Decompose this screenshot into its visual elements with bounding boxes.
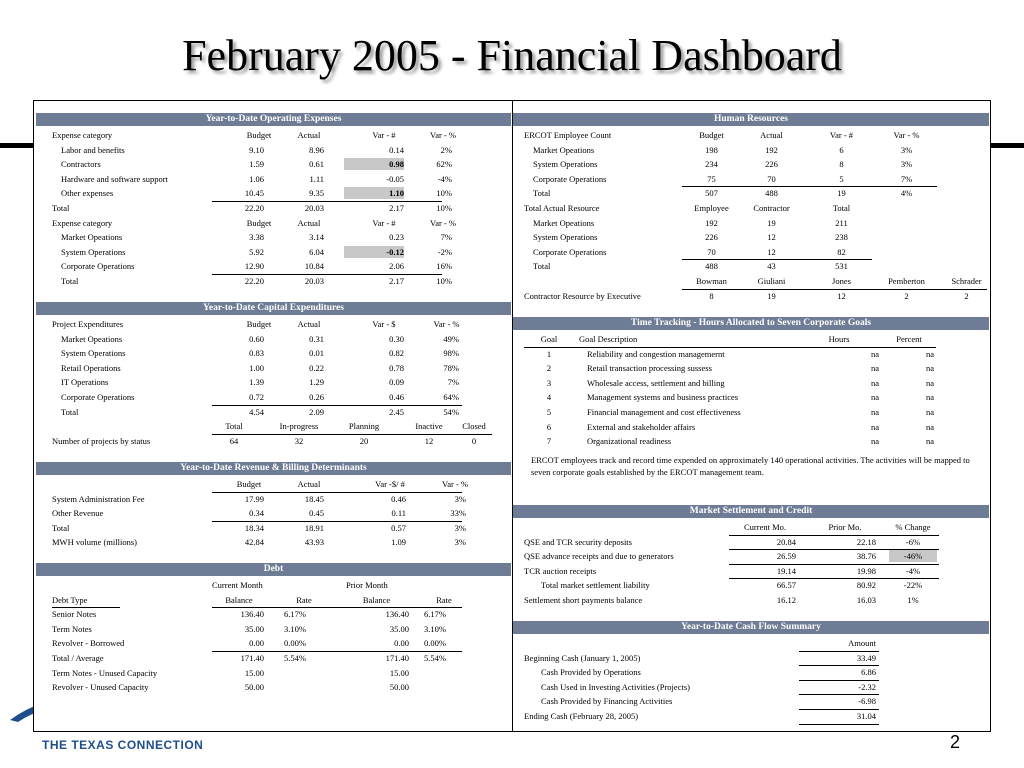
capex-status-value: 12 <box>424 435 434 446</box>
capex-header: Year-to-Date Capital Expenditures <box>36 302 511 315</box>
market-label: TCR auction receipts <box>524 565 597 576</box>
hr-col-header-2: Employee <box>694 203 729 213</box>
time-hours: na <box>870 421 879 432</box>
cash-label: Cash Used in Investing Activities (Projects) <box>541 681 690 692</box>
debt-label: Term Notes <box>52 623 92 634</box>
opex-cell: 1.59 <box>249 159 264 170</box>
opex-cell-2: 20.03 <box>304 276 324 286</box>
time-goal: 6 <box>546 421 552 432</box>
time-hours: na <box>870 392 879 403</box>
opex-cell-2: Total <box>61 276 79 286</box>
title-rule-left <box>0 143 33 148</box>
opex-cell: 2.17 <box>389 203 404 213</box>
opex-cell: 1.06 <box>249 173 264 184</box>
opex-cell: 10.45 <box>244 188 264 199</box>
capex-cell: Corporate Operations <box>61 392 135 402</box>
hr-exec-value: 12 <box>837 290 846 301</box>
hr-cell-2: 531 <box>835 261 848 272</box>
opex-cell-2: 10.84 <box>304 261 324 272</box>
time-percent: na <box>925 377 934 388</box>
capex-cell: IT Operations <box>61 377 109 388</box>
opex-cell-2: 5.92 <box>249 246 264 257</box>
market-label: Total market settlement liability <box>541 580 650 591</box>
revenue-cell: 3% <box>454 522 466 533</box>
hr-cell-2: 211 <box>835 217 848 228</box>
hr-col-header: Var - # <box>829 130 854 140</box>
revenue-cell: 0.57 <box>391 522 406 533</box>
market-cell: 26.59 <box>776 551 796 562</box>
opex-col-header: Budget <box>246 130 272 140</box>
time-hours: na <box>870 377 879 388</box>
hr-cell: 198 <box>705 144 718 155</box>
time-note: ERCOT employees track and record time expended on approximately 140 operational activities. The activities will be mapped to seven corporate goals established by the ERCOT management team. <box>531 455 970 477</box>
hr-col-header: Var - % <box>893 130 920 140</box>
revenue-cell: 43.93 <box>304 537 324 548</box>
hr-exec-value: 19 <box>767 290 776 301</box>
opex-cell-2: 6.04 <box>309 246 324 257</box>
cash-cell: 33.49 <box>856 652 876 663</box>
time-desc: Wholesale access, settlement and billing <box>587 377 725 388</box>
market-cell: -6% <box>905 536 921 547</box>
opex-cell: Other expenses <box>61 188 114 199</box>
hr-exec-header: Schrader <box>951 276 982 286</box>
opex-cell: 9.10 <box>249 144 264 155</box>
market-cell: 1% <box>907 595 919 605</box>
hr-cell: System Operations <box>533 159 598 170</box>
time-desc: Reliability and congestion managemernt <box>587 348 725 359</box>
capex-col-header: Actual <box>297 319 321 329</box>
hr-cell: 5 <box>839 173 844 184</box>
debt-cell: 5.54% <box>424 653 446 663</box>
revenue-cell: 33% <box>450 508 466 519</box>
capex-cell: 54% <box>443 406 459 417</box>
revenue-cell: 1.09 <box>391 537 406 548</box>
opex-cell: 0.98 <box>344 158 404 170</box>
opex-cell: -4% <box>437 173 452 184</box>
capex-cell: 2.09 <box>309 406 324 417</box>
hr-cell: Total <box>533 188 551 199</box>
time-goal: 2 <box>546 363 552 374</box>
debt-cell: 5.54% <box>284 653 306 663</box>
capex-col-header: Var - $ <box>372 319 396 329</box>
opex-cell-2: -0.12 <box>344 246 404 258</box>
revenue-cell: 0.45 <box>309 508 324 519</box>
opex-cell: 0.61 <box>309 159 324 170</box>
debt-col-header: Balance <box>362 594 391 605</box>
debt-cell: 0.00% <box>424 638 446 649</box>
debt-cell: 35.00 <box>244 623 264 634</box>
market-col-header: Current Mo. <box>743 522 787 532</box>
debt-cell: 0.00% <box>284 638 306 649</box>
time-desc: Financial management and cost effectiveness <box>587 407 741 417</box>
opex-cell: 2% <box>440 144 452 155</box>
opex-cell-2: 2.06 <box>389 261 404 272</box>
debt-label: Total / Average <box>52 653 104 663</box>
hr-exec-label: Contractor Resource by Executive <box>524 290 641 301</box>
hr-cell-2: 488 <box>705 261 718 272</box>
capex-cell: 0.83 <box>249 348 264 359</box>
opex-col-header-2: Budget <box>246 217 272 228</box>
hr-exec-value: 2 <box>904 290 909 301</box>
opex-cell-2: 7% <box>440 232 452 243</box>
revenue-col-header: Var -$/ # <box>375 479 405 489</box>
debt-col-header: Debt Type <box>52 594 88 605</box>
revenue-col-header: Actual <box>297 479 321 489</box>
cash-row-rule <box>799 724 879 725</box>
cash-label: Ending Cash (February 28, 2005) <box>524 711 639 721</box>
time-percent: na <box>925 363 934 374</box>
opex-cell: 1.10 <box>344 187 404 199</box>
market-label: QSE advance receipts and due to generators <box>524 551 674 562</box>
capex-cell: 0.72 <box>249 392 264 402</box>
market-label: Settlement short payments balance <box>524 595 643 605</box>
hr-cell-2: 19 <box>767 217 776 228</box>
dashboard-frame <box>33 100 991 732</box>
hr-cell: Corporate Operations <box>533 173 607 184</box>
opex-cell: 0.14 <box>389 144 404 155</box>
page-number: 2 <box>950 732 961 752</box>
debt-cell: 136.40 <box>240 609 264 620</box>
debt-cell: 136.40 <box>385 609 409 620</box>
debt-cell: 6.17% <box>424 609 446 620</box>
hr-cell-2: 226 <box>705 232 718 243</box>
opex-cell-2: Market Opeations <box>61 232 123 243</box>
market-cell: 66.57 <box>776 580 796 591</box>
opex-cell-2: 2.17 <box>389 276 404 286</box>
debt-cell: 171.40 <box>385 653 409 663</box>
hr-cell: 70 <box>767 173 776 184</box>
revenue-label: Total <box>52 522 70 533</box>
market-cell: 19.14 <box>776 565 796 576</box>
capex-cell: 0.01 <box>309 348 324 359</box>
time-percent: na <box>925 421 934 432</box>
capex-status-label: Number of projects by status <box>52 435 151 446</box>
market-cell: 38.76 <box>856 551 876 562</box>
capex-col-header: Budget <box>246 319 272 329</box>
revenue-label: MWH volume (millions) <box>52 537 137 548</box>
capex-cell: 78% <box>443 362 459 373</box>
opex-col-header: Expense category <box>52 130 113 140</box>
time-goal: 3 <box>546 377 552 388</box>
opex-cell: 8.96 <box>309 144 324 155</box>
capex-cell: 0.82 <box>389 348 404 359</box>
revenue-cell: 42.84 <box>244 537 264 548</box>
hr-cell-2: 82 <box>837 246 846 257</box>
debt-col-header: Balance <box>225 594 253 605</box>
hr-col-header: Budget <box>699 130 724 140</box>
hr-cell: 192 <box>765 144 778 155</box>
revenue-cell: 18.34 <box>244 522 264 533</box>
hr-exec-value: 8 <box>709 290 714 301</box>
debt-label: Revolver - Unused Capacity <box>52 682 149 693</box>
opex-cell: 10% <box>436 188 452 199</box>
revenue-cell: 18.91 <box>304 522 324 533</box>
market-cell: 22.18 <box>856 536 876 547</box>
cash-col-header: Amount <box>848 638 876 648</box>
opex-cell: 9.35 <box>309 188 324 199</box>
capex-status-header: In-progress <box>279 421 319 432</box>
revenue-label: Other Revenue <box>52 508 104 519</box>
hr-cell-2: 70 <box>707 246 716 257</box>
time-desc: Organizational readiness <box>587 436 672 447</box>
capex-cell: 0.46 <box>389 392 404 402</box>
hr-col-header-2: Contractor <box>753 203 790 213</box>
hr-cell-2: System Operations <box>533 232 598 243</box>
debt-cell: 171.40 <box>240 653 264 663</box>
debt-cell: 15.00 <box>244 667 264 678</box>
opex-cell-2: 16% <box>436 261 452 272</box>
hr-cell: 488 <box>765 188 778 199</box>
revenue-label: System Administration Fee <box>52 493 145 504</box>
revenue-col-header: Var - % <box>442 479 468 489</box>
debt-cell: 35.00 <box>389 623 409 634</box>
opex-cell: Contractors <box>61 159 101 170</box>
opex-cell-2: 3.14 <box>309 232 324 243</box>
capex-status-value: 20 <box>359 435 369 446</box>
revenue-cell: 3% <box>454 537 466 548</box>
debt-label: Senior Notes <box>52 609 97 620</box>
cash-header: Year-to-Date Cash Flow Summary <box>513 621 989 634</box>
capex-cell: 1.39 <box>249 377 264 388</box>
capex-cell: 0.31 <box>309 333 324 344</box>
capex-status-header: Inactive <box>415 421 443 432</box>
time-col-header: Goal <box>540 334 558 344</box>
capex-cell: 0.22 <box>309 362 324 373</box>
hr-col-header: Actual <box>760 130 783 140</box>
debt-label: Revolver - Borrowed <box>52 638 125 649</box>
opex-col-header-2: Actual <box>297 217 321 228</box>
debt-cell: 50.00 <box>244 682 264 693</box>
time-percent: na <box>925 392 934 403</box>
opex-cell: 22.20 <box>244 203 264 213</box>
hr-exec-header: Giuliani <box>757 276 786 286</box>
debt-header: Debt <box>36 563 511 576</box>
hr-cell-2: 12 <box>767 232 776 243</box>
capex-cell: 49% <box>443 333 459 344</box>
revenue-cell: 0.11 <box>391 508 406 519</box>
market-cell: 80.92 <box>856 580 876 591</box>
market-label: QSE and TCR security deposits <box>524 536 632 547</box>
time-col-header: Hours <box>828 334 850 344</box>
debt-cell: 50.00 <box>389 682 409 693</box>
opex-cell-2: -2% <box>437 246 452 257</box>
cash-cell: 6.86 <box>861 667 876 678</box>
opex-cell-2: 3.38 <box>249 232 264 243</box>
hr-cell-2: 43 <box>767 261 776 272</box>
cash-label: Cash Provided by Financing Activities <box>541 696 673 707</box>
hr-exec-value: 2 <box>964 290 969 301</box>
capex-cell: 1.00 <box>249 362 264 373</box>
time-hours: na <box>870 363 879 374</box>
time-goal: 7 <box>546 436 552 447</box>
revenue-cell: 17.99 <box>244 493 264 504</box>
hr-header: Human Resources <box>513 113 989 126</box>
opex-cell: -0.05 <box>386 173 404 184</box>
debt-group-prior: Prior Month <box>346 580 388 590</box>
revenue-col-header: Budget <box>236 479 262 489</box>
hr-cell: 6 <box>839 144 844 155</box>
hr-col-header: ERCOT Employee Count <box>524 130 612 140</box>
capex-cell: Market Opeations <box>61 333 123 344</box>
debt-cell: 0.00 <box>394 638 409 649</box>
cash-cell: -6.98 <box>858 696 876 707</box>
hr-cell: 7% <box>900 173 913 184</box>
market-cell: 19.98 <box>856 565 876 576</box>
hr-cell: 19 <box>837 188 846 199</box>
capex-cell: 64% <box>443 392 459 402</box>
time-goal: 4 <box>546 392 552 403</box>
debt-col-header: Rate <box>296 594 312 605</box>
opex-cell-2: 0.23 <box>389 232 404 243</box>
capex-cell: 1.29 <box>309 377 324 388</box>
market-cell: -46% <box>889 550 937 562</box>
capex-cell: 0.60 <box>249 333 264 344</box>
opex-cell-2: Corporate Operations <box>61 261 135 272</box>
time-hours: na <box>870 348 879 359</box>
market-header: Market Settlement and Credit <box>513 505 989 518</box>
opex-cell: 10% <box>436 203 452 213</box>
time-goal: 5 <box>546 407 552 417</box>
time-desc: External and stakeholder affairs <box>587 421 696 432</box>
time-hours: na <box>870 436 879 447</box>
hr-cell-2: Market Opeations <box>533 217 595 228</box>
time-desc: Management systems and business practices <box>587 392 739 403</box>
debt-label: Term Notes - Unused Capacity <box>52 667 158 678</box>
debt-cell: 15.00 <box>389 667 409 678</box>
capex-cell: Retail Operations <box>61 362 121 373</box>
market-cell: 16.12 <box>776 595 796 605</box>
time-percent: na <box>925 407 934 417</box>
capex-cell: 0.09 <box>389 377 404 388</box>
market-cell: 16.03 <box>856 595 876 605</box>
capex-status-value: 0 <box>471 435 477 446</box>
time-col-header: Percent <box>896 334 922 344</box>
hr-cell: 4% <box>900 188 913 199</box>
capex-cell: System Operations <box>61 348 126 359</box>
capex-cell: 0.30 <box>389 333 404 344</box>
capex-status-value: 64 <box>229 435 239 446</box>
capex-status-header: Planning <box>348 421 380 432</box>
hr-exec-header: Pemberton <box>888 276 925 286</box>
hr-cell-2: 192 <box>705 217 718 228</box>
capex-status-header: Closed <box>462 421 486 432</box>
opex-cell: 1.11 <box>309 173 324 184</box>
debt-cell: 0.00 <box>249 638 264 649</box>
market-col-header: Prior Mo. <box>828 522 862 532</box>
capex-col-header: Project Expenditures <box>52 319 124 329</box>
capex-cell: 0.78 <box>389 362 404 373</box>
cash-label: Cash Provided by Operations <box>541 667 641 678</box>
opex-cell-2: System Operations <box>61 246 126 257</box>
opex-cell: Labor and benefits <box>61 144 125 155</box>
hr-cell: 3% <box>900 144 913 155</box>
opex-cell: 20.03 <box>304 203 324 213</box>
capex-col-header: Var - % <box>433 319 460 329</box>
opex-col-header: Var - % <box>430 130 456 140</box>
opex-col-header: Var - # <box>372 130 396 140</box>
time-hours: na <box>870 407 879 417</box>
hr-cell: 75 <box>707 173 716 184</box>
time-percent: na <box>925 436 934 447</box>
market-cell: -22% <box>903 580 923 591</box>
hr-cell-2: Corporate Operations <box>533 246 607 257</box>
opex-cell: Total <box>52 203 70 213</box>
column-divider <box>512 101 513 731</box>
capex-cell: 98% <box>443 348 459 359</box>
revenue-cell: 3% <box>454 493 466 504</box>
time-header: Time Tracking - Hours Allocated to Seven Corporate Goals <box>513 317 989 330</box>
revenue-cell: 18.45 <box>304 493 324 504</box>
hr-cell-2: Total <box>533 261 551 272</box>
debt-cell: 6.17% <box>284 609 306 620</box>
cash-cell: -2.32 <box>858 681 876 692</box>
debt-group-current: Current Month <box>212 580 263 590</box>
revenue-header: Year-to-Date Revenue & Billing Determinants <box>36 462 511 475</box>
opex-col-header-2: Expense category <box>52 217 113 228</box>
opex-cell-2: 12.90 <box>244 261 264 272</box>
market-cell: -4% <box>905 565 921 576</box>
hr-cell: 226 <box>765 159 778 170</box>
opex-col-header-2: Var - # <box>372 217 396 228</box>
market-cell: 20.84 <box>776 536 796 547</box>
opex-header: Year-to-Date Operating Expenses <box>36 113 511 126</box>
debt-col-header: Rate <box>436 594 452 605</box>
opex-cell-2: 22.20 <box>244 276 264 286</box>
hr-cell: Market Opeations <box>533 144 595 155</box>
capex-cell: 2.45 <box>389 406 404 417</box>
hr-cell: 3% <box>900 159 913 170</box>
capex-cell: Total <box>61 406 79 417</box>
hr-exec-header: Jones <box>832 276 851 286</box>
opex-col-header: Actual <box>297 130 321 140</box>
market-col-header: % Change <box>895 522 931 532</box>
debt-cell: 3.10% <box>284 623 306 634</box>
opex-col-header-2: Var - % <box>430 217 456 228</box>
hr-cell-2: 12 <box>767 246 776 257</box>
hr-col-header-2: Total Actual Resource <box>524 203 600 213</box>
slide-title: February 2005 - Financial Dashboard <box>182 31 842 80</box>
capex-cell: 0.26 <box>309 392 324 402</box>
time-percent: na <box>925 348 934 359</box>
cash-label: Beginning Cash (January 1, 2005) <box>524 652 641 663</box>
time-col-header: Goal Description <box>579 334 638 344</box>
time-desc: Retail transaction processing sussess <box>587 363 712 374</box>
revenue-cell: 0.46 <box>391 493 406 504</box>
revenue-cell: 0.34 <box>249 508 264 519</box>
hr-cell-2: 238 <box>835 232 848 243</box>
opex-cell: Hardware and software support <box>61 173 168 184</box>
capex-status-header: Total <box>225 421 243 432</box>
debt-cell: 3.10% <box>424 623 446 634</box>
opex-cell: 62% <box>436 159 452 170</box>
logo-tagline: THE TEXAS CONNECTION <box>42 738 204 752</box>
capex-cell: 4.54 <box>249 406 264 417</box>
time-goal: 1 <box>546 348 552 359</box>
opex-cell-2: 10% <box>436 276 452 286</box>
hr-col-header-2: Total <box>832 203 851 213</box>
hr-cell: 8 <box>839 159 844 170</box>
hr-cell: 234 <box>705 159 718 170</box>
hr-exec-header: Bowman <box>696 276 727 286</box>
capex-cell: 7% <box>447 377 459 388</box>
cash-cell: 31.04 <box>856 711 876 721</box>
capex-status-value: 32 <box>294 435 304 446</box>
title-rule-right <box>990 143 1024 148</box>
hr-cell: 507 <box>705 188 718 199</box>
